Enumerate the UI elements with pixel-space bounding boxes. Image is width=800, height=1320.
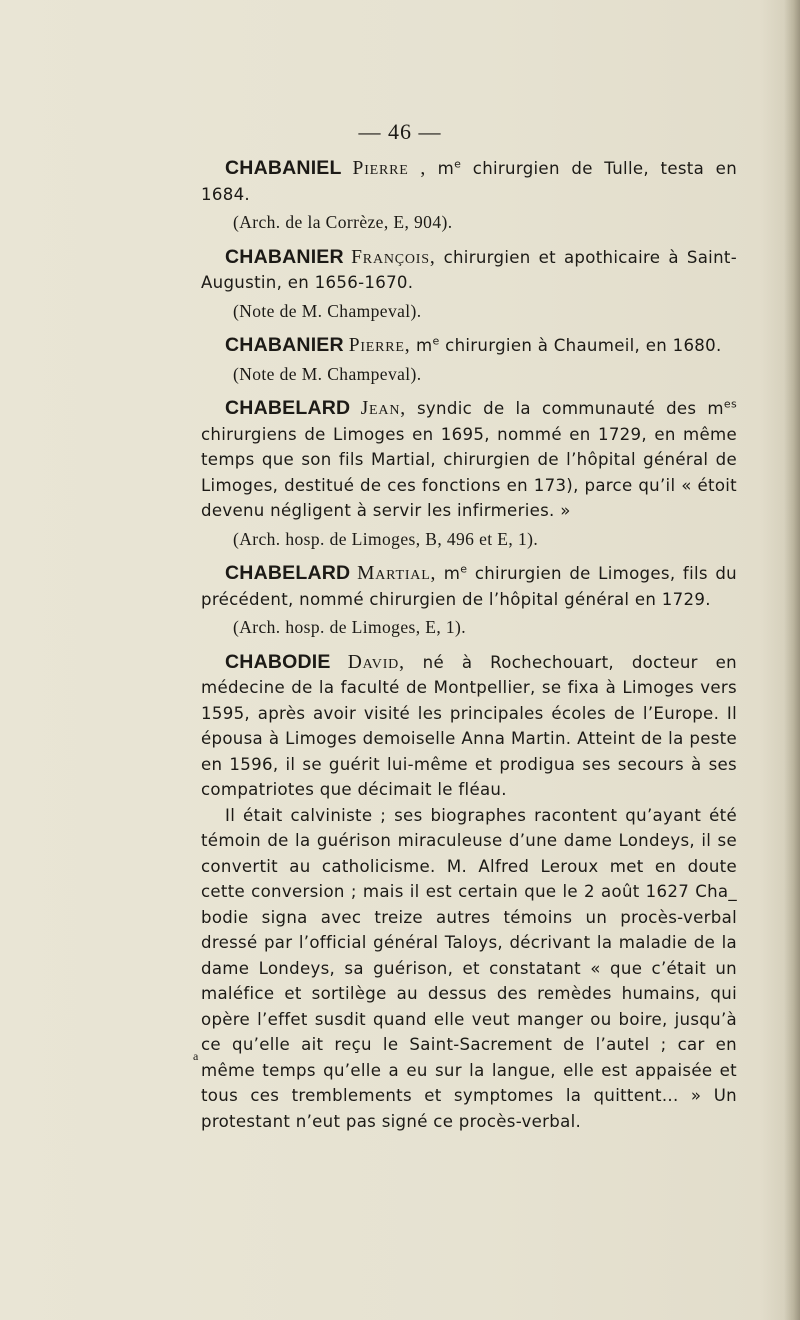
- entry-name: CHABELARD: [225, 562, 351, 584]
- entry-text: syndic de la communauté des $m^{es}$ chirurgiens de Limoges en 1695, nommé en 1729, en même temps que son fils Martial, chirurgien de l’hôpital général de Limoges, destitué de ces fonctions en 173), parce qu’il « étoit devenu négligent à servir les infirmeries. »: [201, 397, 737, 520]
- entry-given-name: François,: [351, 246, 436, 268]
- entry-name: CHABANIER: [225, 245, 344, 268]
- entry-given-name: Jean,: [360, 398, 406, 419]
- entry-source: (Arch. de la Corrèze, E, 904).: [233, 212, 453, 232]
- entry-name: CHABELARD: [225, 397, 351, 419]
- entry-text: $m^e$ chirurgien de Limoges, fils du précédent, nommé chirurgien de l’hôpital général en 1729.: [201, 562, 738, 609]
- entry-chabodie-david: [201, 650, 737, 1135]
- entry-given-name: David,: [347, 651, 405, 673]
- margin-mark: a: [193, 1049, 199, 1063]
- entry-name: CHABODIE: [225, 650, 331, 673]
- entry-given-name: Pierre ,: [352, 158, 427, 179]
- entry-chabanier-pierre: [201, 333, 737, 387]
- entry-name: CHABANIER: [225, 334, 344, 356]
- page-body: [201, 156, 737, 1143]
- entry-chabelard-martial: [201, 561, 737, 641]
- entry-source: (Note de M. Champeval).: [233, 300, 422, 321]
- entry-text: $m^e$ chirurgien de Tulle, testa en 1684.: [201, 157, 738, 204]
- entry-chabanier-francois: [201, 245, 737, 325]
- page-number: — 46 —: [358, 119, 442, 144]
- entry-text: $m^e$ chirurgien à Chaumeil, en 1680.: [410, 334, 722, 355]
- entry-text: né à Rochechouart, docteur en médecine de la faculté de Montpellier, se fixa à Limoges vers 1595, après avoir visité les principales écoles de l’Europe. Il épousa à Limoges demoiselle Anna Martin. Atteint de la peste en 1596, il se guérit lui-même et prodigua ses secours à ses compatriotes que décimait le fléau.: [201, 652, 737, 799]
- entry-source: (Arch. hosp. de Limoges, B, 496 et E, 1).: [233, 528, 539, 549]
- entry-source: (Note de M. Champeval).: [233, 363, 422, 384]
- entry-chabaniel-pierre: [201, 156, 737, 236]
- page-edge-shadow: [784, 0, 800, 1320]
- chabodie-paragraph-2: Il était calviniste ; ses biographes racontent qu’ayant été témoin de la guérison miraculeuse d’une dame Londeys, il se convertit au catholicisme. M. Alfred Leroux met en doute cette conversion ; mais il est certain que le 2 août 1627 Cha_ bodie signa avec treize autres témoins un procès-verbal dressé par l’official général Taloys, décrivant la maladie de la dame Londeys, sa guérison, et constatant « que c’était un maléfice et sortilège au dessus des remèdes humains, qui opère l’effet susdit quand elle veut manger ou boire, jusqu’à ce qu’elle ait reçu le Saint-Sacrement de l’autel ; car en même temps qu’elle a eu sur la langue, elle est appaisée et tous ces tremblements et symptomes la quittent... » Un protestant n’eut pas signé ce procès-verbal.: [201, 805, 737, 1131]
- entry-source: (Arch. hosp. de Limoges, E, 1).: [233, 617, 467, 637]
- entry-text: chirurgien et apothicaire à Saint-Augustin, en 1656-1670.: [201, 247, 737, 292]
- entry-given-name: Pierre,: [348, 335, 411, 356]
- entry-given-name: Martial,: [357, 563, 437, 584]
- entry-chabelard-jean: [201, 396, 737, 552]
- entry-name: CHABANIEL: [225, 157, 342, 179]
